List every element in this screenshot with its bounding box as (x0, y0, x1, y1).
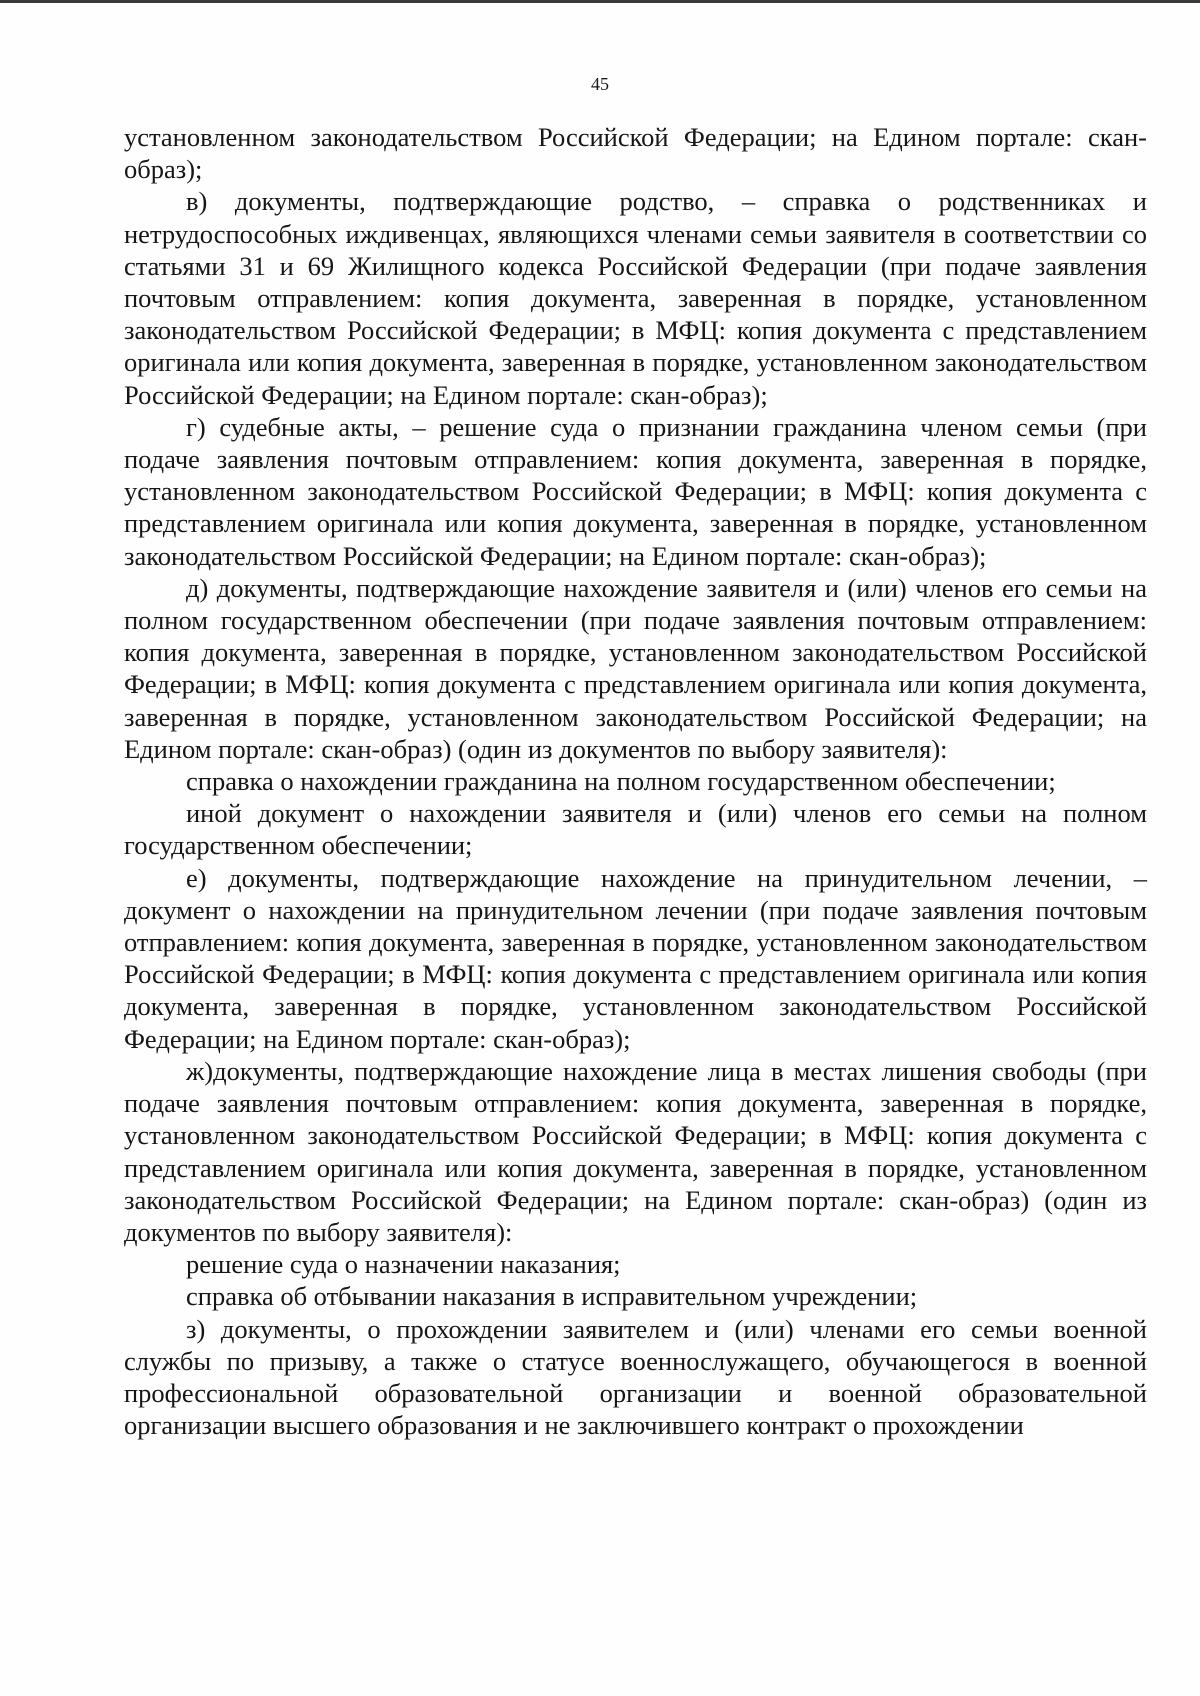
paragraph-item-v: в) документы, подтверждающие родство, – справка о родственниках и нетрудоспособных иждивенцах, являющихся членами семьи заявителя в соответствии со статьями 31 и 69 Жилищного кодекса Российской Федерации (при подаче заявления почтовым отправлением: копия документа, заверенная в порядке, установленном законодательством Российской Федерации; в МФЦ: копия документа с представлением оригинала или копия документа, заверенная в порядке, установленном законодательством Российской Федерации; на Едином портале: скан-образ); (124, 186, 1147, 410)
scan-edge-line (0, 0, 1200, 3)
paragraph-subitem: справка о нахождении гражданина на полном государственном обеспечении; (186, 766, 1056, 797)
paragraph-item-g: г) судебные акты, – решение суда о признании гражданина членом семьи (при подаче заявления почтовым отправлением: копия документа, заверенная в порядке, установленном законодательством Российской Федерации; в МФЦ: копия документа с представлением оригинала или копия документа, заверенная в порядке, установленном законодательством Российской Федерации; на Едином портале: скан-образ); (124, 411, 1147, 571)
paragraph-subitem: иной документ о нахождении заявителя и (или) членов его семьи на полном государственном обеспечении; (124, 798, 1147, 861)
paragraph-subitem: справка об отбывании наказания в исправительном учреждении; (186, 1281, 918, 1312)
document-body (124, 121, 1147, 1441)
paragraph-continuation: установленном законодательством Российской Федерации; на Едином портале: скан-образ); (124, 122, 1147, 185)
paragraph-item-e: е) документы, подтверждающие нахождение на принудительном лечении, – документ о нахождении на принудительном лечении (при подаче заявления почтовым отправлением: копия документа, заверенная в порядке, установленном законодательством Российской Федерации; в МФЦ: копия документа с представлением оригинала или копия документа, заверенная в порядке, установленном законодательством Российской Федерации; на Едином портале: скан-образ); (124, 862, 1147, 1054)
paragraph-subitem: решение суда о назначении наказания; (186, 1249, 621, 1280)
paragraph-item-z: з) документы, о прохождении заявителем и (или) членами его семьи военной службы по призыву, а также о статусе военнослужащего, обучающегося в военной профессиональной образовательной организации и военной образовательной организации высшего образования и не заключившего контракт о прохождении (124, 1313, 1147, 1441)
paragraph-item-d: д) документы, подтверждающие нахождение заявителя и (или) членов его семьи на полном государственном обеспечении (при подаче заявления почтовым отправлением: копия документа, заверенная в порядке, установленном законодательством Российской Федерации; в МФЦ: копия документа с представлением оригинала или копия документа, заверенная в порядке, установленном законодательством Российской Федерации; на Едином портале: скан-образ) (один из документов по выбору заявителя): (124, 572, 1147, 764)
page-number: 45 (591, 74, 609, 94)
paragraph-item-zh: ж)документы, подтверждающие нахождение лица в местах лишения свободы (при подаче заявления почтовым отправлением: копия документа, заверенная в порядке, установленном законодательством Российской Федерации; в МФЦ: копия документа с представлением оригинала или копия документа, заверенная в порядке, установленном законодательством Российской Федерации; на Едином портале: скан-образ) (один из документов по выбору заявителя): (124, 1055, 1147, 1247)
